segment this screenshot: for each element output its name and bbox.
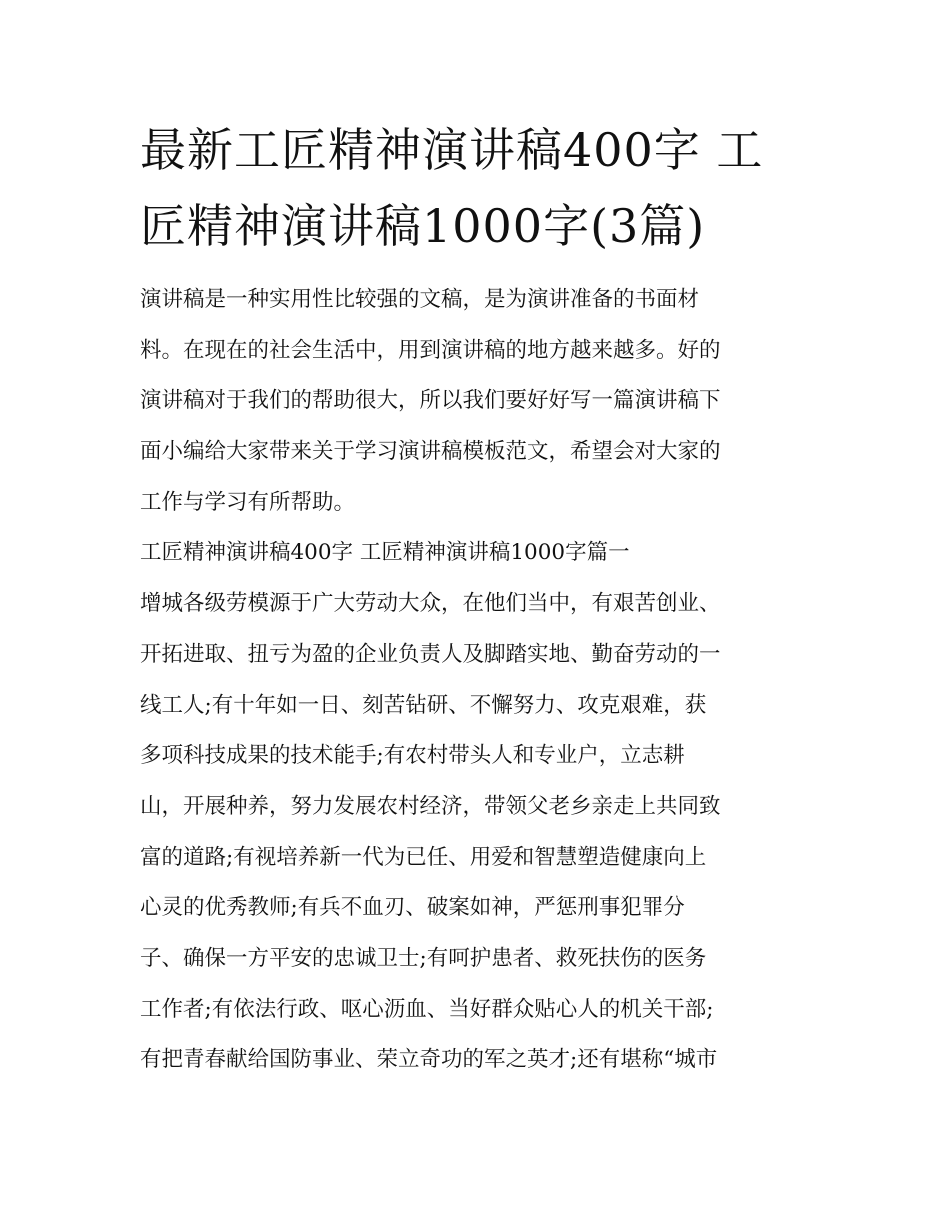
document-title: [140, 112, 820, 264]
document-body: [140, 280, 820, 1091]
section-line: 子、确保一方平安的忠诚卫士;有呵护患者、救死扶伤的医务: [140, 945, 707, 971]
section-line: 富的道路;有视培养新一代为已任、用爱和智慧塑造健康向上: [140, 844, 707, 870]
intro-line: 面小编给大家带来关于学习演讲稿模板范文，希望会对大家的: [140, 439, 721, 465]
section-heading: 工匠精神演讲稿400字 工匠精神演讲稿1000字篇一: [140, 540, 630, 566]
section-line: 增城各级劳模源于广大劳动大众，在他们当中，有艰苦创业、: [140, 591, 721, 617]
section-line: 心灵的优秀教师;有兵不血刃、破案如神，严惩刑事犯罪分: [140, 895, 685, 921]
section-line: 开拓进取、扭亏为盈的企业负责人及脚踏实地、勤奋劳动的一: [140, 641, 721, 667]
intro-line: 演讲稿是一种实用性比较强的文稿，是为演讲准备的书面材: [140, 287, 700, 312]
section-line: 山，开展种养，努力发展农村经济，带领父老乡亲走上共同致: [140, 793, 721, 819]
intro-line: 工作与学习有所帮助。: [140, 489, 356, 515]
section-line: 线工人;有十年如一日、刻苦钻研、不懈努力、攻克艰难，获: [140, 692, 707, 718]
title-line-1: 最新工匠精神演讲稿400字 工: [140, 123, 764, 177]
section-line: 工作者;有依法行政、呕心沥血、当好群众贴心人的机关干部;: [140, 996, 714, 1022]
title-line-2: 匠精神演讲稿1000字(3篇): [140, 199, 706, 253]
intro-line: 演讲稿对于我们的帮助很大，所以我们要好好写一篇演讲稿下: [140, 388, 721, 414]
section-line: 多项科技成果的技术能手;有农村带头人和专业户，立志耕: [140, 743, 685, 769]
section-line: 有把青春献给国防事业、荣立奇功的军之英才;还有堪称“城市: [140, 1047, 718, 1073]
intro-line: 料。在现在的社会生活中，用到演讲稿的地方越来越多。好的: [140, 337, 721, 363]
